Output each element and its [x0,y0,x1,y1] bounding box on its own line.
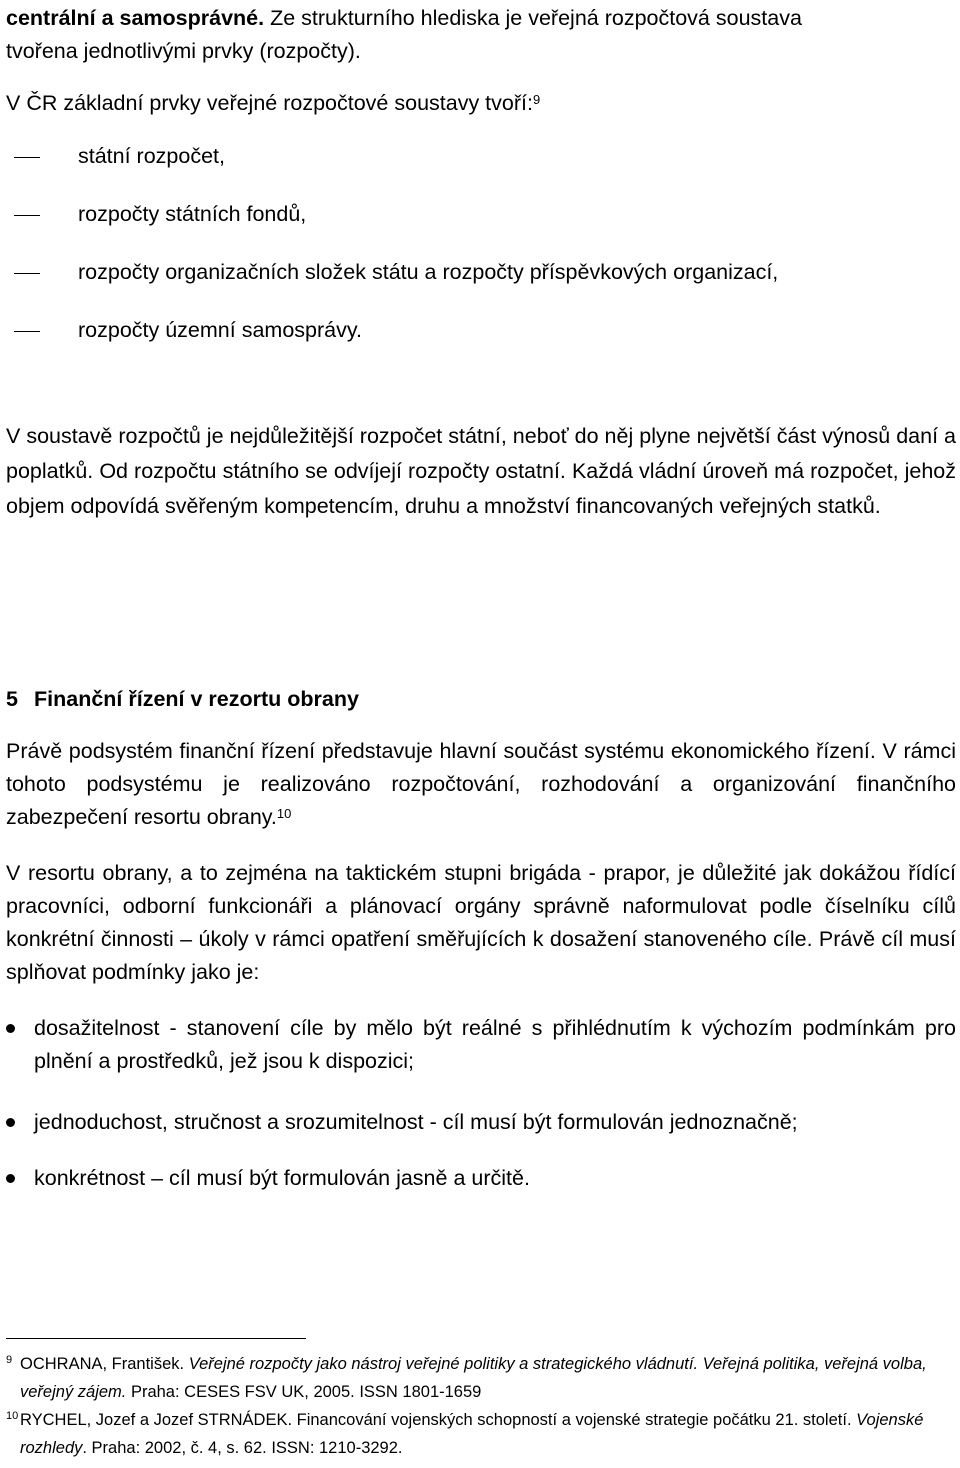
bullet-icon [6,1024,15,1033]
bullet-icon [6,1174,15,1183]
footnote-number: 9 [6,1354,13,1366]
footnote-separator [6,1338,306,1339]
footnote-title: Vojenské rozhledy [20,1411,924,1457]
footnote-author: RYCHEL, Jozef a Jozef STRNÁDEK. Financování vojenských schopností a vojenské strategie počátku 21. století. [20,1411,857,1429]
lead-text: V ČR základní prvky veřejné rozpočtové soustavy tvoří: [6,91,533,115]
defense-department-paragraph: V resortu obrany, a to zejména na taktickém stupni brigáda - prapor, je důležité jak dokážou řídící pracovníci, odborní funkcionáři a plánovací orgány správně naformulovat podle číselníku cílů konkrétní činnosti – úkoly v rámci opatření směřujících k dosažení stanoveného cíle. Právě cíl musí splňovat podmínky jako je: [6,861,956,984]
footnotes [6,1350,956,1462]
footnote-title: Veřejné rozpočty jako nástroj veřejné politiky a strategického vládnutí. Veřejná politika, veřejná volba, veřejný zájem. [20,1355,927,1401]
footnote-number: 10 [6,1410,19,1422]
dash-bullet-icon [14,157,40,158]
section-number: 5 [6,687,18,711]
intro-text: Ze strukturního hlediska je veřejná rozpočtová soustava [264,6,802,30]
list-item: rozpočty státních fondů, [6,198,778,256]
dash-bullet-icon [14,331,40,332]
financial-management-paragraph [6,735,956,834]
budget-system-paragraph: V soustavě rozpočtů je nejdůležitější rozpočet státní, neboť do něj plyne největší část výnosů daní a poplatků. Od rozpočtu státního se odvíjejí rozpočty ostatní. Každá vládní úroveň má rozpočet, jehož objem odpovídá svěřeným kompetencím, druhu a množství financovaných veřejných statků. [6,424,956,518]
list-item: rozpočty organizačních složek státu a rozpočty příspěvkových organizací, [6,256,778,314]
intro-bold-text: centrální a samosprávné. [6,6,265,30]
intro-paragraph [6,2,956,68]
section-heading [6,684,956,714]
budget-elements-list [6,140,778,372]
dash-bullet-icon [14,273,40,274]
list-item: státní rozpočet, [6,140,778,198]
footnote-rest: . Praha: 2002, č. 4, s. 62. ISSN: 1210-3292. [82,1439,403,1457]
footnote-author: OCHRANA, František. [20,1355,189,1373]
footnote-rest: Praha: CESES FSV UK, 2005. ISSN 1801-1659 [126,1383,482,1401]
footnote-ref-9[interactable]: 9 [532,92,541,107]
list-item: dosažitelnost - stanovení cíle by mělo být reálné s přihlédnutím k výchozím podmínkám pro plnění a prostředků, jež jsou k dispozici; [6,1012,956,1106]
footnote-9 [6,1350,956,1406]
list-item: jednoduchost, stručnost a srozumitelnost - cíl musí být formulován jednoznačně; [6,1106,956,1162]
bullet-icon [6,1118,15,1127]
goal-conditions-list [6,1012,956,1202]
intro-text-line2: tvořena jednotlivými prvky (rozpočty). [6,39,361,63]
list-item: rozpočty územní samosprávy. [6,314,778,372]
footnote-10 [6,1406,956,1462]
dash-bullet-icon [14,215,40,216]
paragraph-text: Právě podsystém finanční řízení představuje hlavní součást systému ekonomického řízení. V rámci tohoto podsystému je realizováno rozpočtování, rozhodování a organizování finančního zabezpečení resortu obrany. [6,739,956,829]
footnote-ref-10[interactable]: 10 [276,806,292,821]
lead-sentence [6,87,956,120]
list-item: konkrétnost – cíl musí být formulován jasně a určitě. [6,1162,956,1202]
section-title: Finanční řízení v rezortu obrany [34,687,359,711]
